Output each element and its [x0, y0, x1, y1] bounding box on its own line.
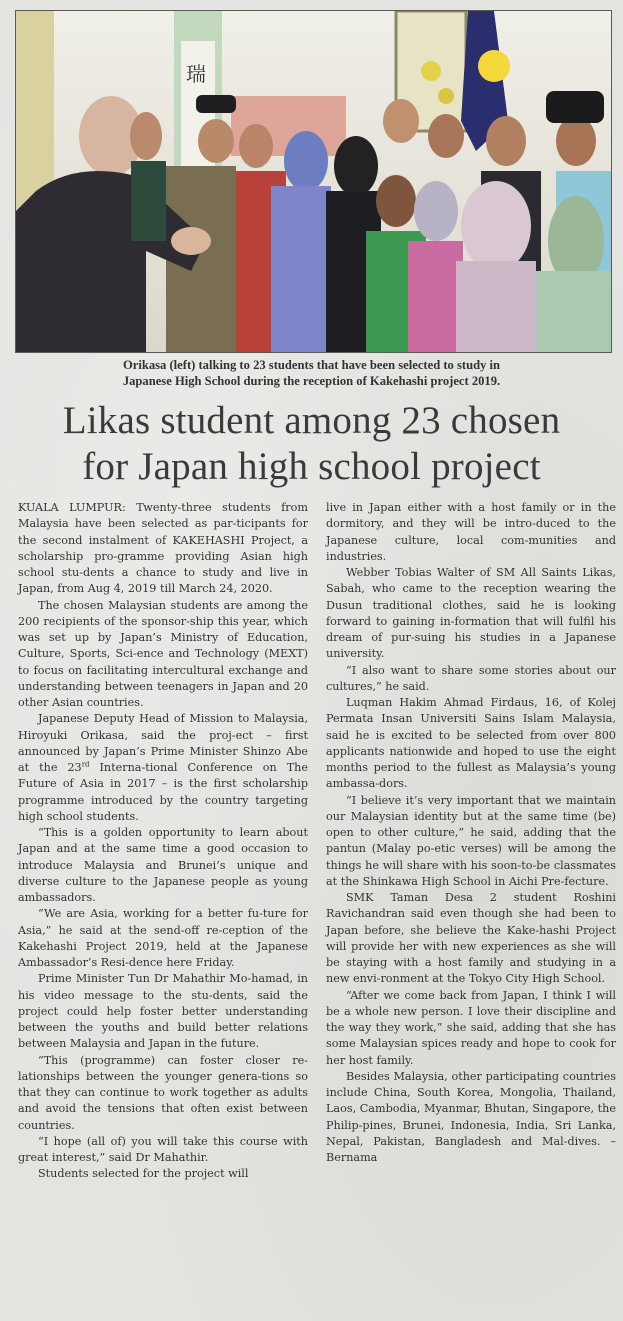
article-column-right: [326, 500, 616, 1166]
ordinal-suffix: rd: [81, 760, 90, 769]
article-paragraph: Webber Tobias Walter of SM All Saints Likas, Sabah, who came to the reception wearing the Dusun traditional clothes, said he is looking forward to gaining in-formation that will fulfil his dream of pur-suing his studies in a Japanese university.: [326, 566, 616, 661]
article-headline: [10, 398, 613, 490]
caption-line-2: Japanese High School during the reception of Kakehashi project 2019.: [122, 374, 501, 388]
photo-illustration: [16, 11, 611, 352]
article-paragraph: Prime Minister Tun Dr Mahathir Mo-hamad, in his video message to the stu-dents, said the project could help foster better understanding between the youths and build better relations between Malaysia and Japan in the future.: [18, 972, 308, 1051]
news-photo: [15, 10, 612, 353]
article-paragraph: live in Japan either with a host family or in the dormitory, and they will be intro-duced to the Japanese culture, local com-munities and industries.: [326, 501, 616, 563]
article-paragraph: Besides Malaysia, other participating countries include China, South Korea, Mongolia, Thailand, Laos, Cambodia, Myanmar, Bhutan, Singapore, the Philip-pines, Brunei, Indonesia, India, Sri Lanka, Nepal, Pakistan, Bangladesh and Mal-dives. – Bernama: [326, 1069, 616, 1164]
photo-flag-sun: [478, 50, 510, 82]
paragraph-part: Japanese Deputy Head of Mission to Malaysia, Hiroyuki Orikasa, said the proj-ect – first announced by Japan’s Prime Minister Shinzo Abe at the 23: [18, 712, 308, 774]
article-paragraph: Luqman Hakim Ahmad Firdaus, 16, of Kolej Permata Insan Universiti Sains Islam Malaysia, said he is excited to be selected from over 800 applicants nationwide and hoped to use the eight months period to the fullest as Malaysia’s young ambassa-dors.: [326, 696, 616, 791]
article-paragraph: Students selected for the project will: [38, 1167, 249, 1181]
article-paragraph: “I hope (all of) you will take this course with great interest,” said Dr Mahathir.: [18, 1134, 308, 1164]
photo-caption: [20, 357, 603, 389]
article-paragraph: KUALA LUMPUR: Twenty-three students from Malaysia have been selected as par-ticipants for the second instalment of KAKEHASHI Project, a scholarship pro-gramme providing Asian high school stu-dents a chance to study and live in Japan, from Aug 4, 2019 till March 24, 2020.: [18, 501, 308, 596]
article-paragraph: “I also want to share some stories about our cultures,” he said.: [326, 663, 616, 693]
photo-curtain: [16, 11, 54, 211]
headline-line-2: for Japan high school project: [82, 445, 541, 488]
article-paragraph: The chosen Malaysian students are among the 200 recipients of the sponsor-ship this year, which was set up by Japan’s Ministry of Education, Culture, Sports, Sci-ence and Technology (MEXT) to focus on facilitating intercultural exchange and understanding between teenagers in Japan and 20 other Asian countries.: [18, 598, 308, 709]
article-paragraph: “I believe it’s very important that we maintain our Malaysian identity but at the same time (be) open to other culture,” he said, adding that the pantun (Malay po-etic verses) will be among the things he will share with his soon-to-be classmates at the Shinkawa High School in Aichi Pre-fecture.: [326, 793, 616, 888]
article-paragraph: “We are Asia, working for a better fu-ture for Asia,” he said at the send-off re-ception of the Kakehashi Project 2019, held at the Japanese Ambassador’s Resi-dence here Friday.: [18, 907, 308, 969]
article-paragraph: “This (programme) can foster closer re-lationships between the younger genera-tions so that they can continue to work together as adults and avoid the tensions that often exist between countries.: [18, 1053, 308, 1132]
paragraph-part: Interna-tional Conference on The Future of Asia in 2017 – is the first scholarship programme introduced by the country targeting high school students.: [18, 761, 308, 823]
caption-line-1: Orikasa (left) talking to 23 students that have been selected to study in: [122, 358, 501, 372]
headline-line-1: Likas student among 23 chosen: [62, 399, 561, 442]
article-paragraph: “This is a golden opportunity to learn about Japan and at the same time a good occasion to introduce Malaysia and Brunei’s unique and diverse culture to the Japanese people as young ambassadors.: [18, 826, 308, 904]
article-column-left: [18, 500, 308, 1183]
photo-scroll-glyph: 瑞: [186, 62, 206, 86]
article-paragraph: “After we come back from Japan, I think I will be a whole new person. I love their discipline and the way they work,” she said, adding that she has some Malaysian spices ready and hope to cook for her host family.: [326, 988, 616, 1067]
article-paragraph: [18, 711, 308, 825]
article-paragraph: SMK Taman Desa 2 student Roshini Ravichandran said even though she had been to Japan before, she believe the Kake-hashi Project will provide her with new experiences as she will be staying with a host family and studying in a new envi-ronment at the Tokyo City High School.: [326, 891, 616, 986]
